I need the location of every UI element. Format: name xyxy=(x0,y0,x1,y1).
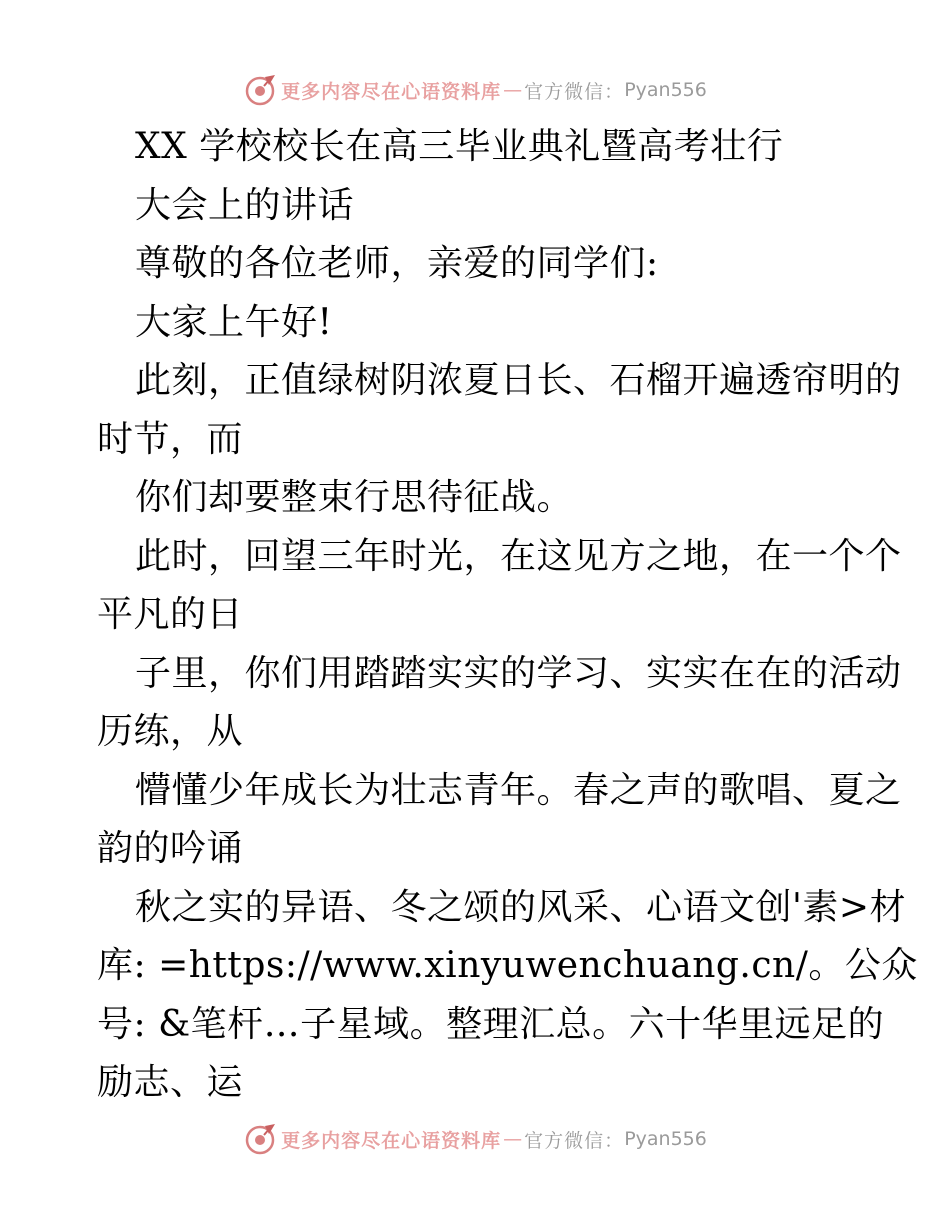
watermark-brand-text: 更多内容尽在心语资料库 xyxy=(281,80,502,103)
watermark-brand-text: 更多内容尽在心语资料库 xyxy=(281,1129,502,1152)
paragraph-line: 此刻，正值绿树阴浓夏日长、石榴开遍透帘明的 xyxy=(135,360,902,401)
watermark-contact-id: Pyan556 xyxy=(624,79,707,101)
document-title-line-2: 大会上的讲话 xyxy=(135,184,355,226)
watermark-contact-label: 官方微信： xyxy=(524,1129,625,1152)
quill-pen-logo-icon xyxy=(243,73,277,107)
paragraph-line: 号: &笔杆…子星域。整理汇总。六十华里远足的 xyxy=(97,1003,885,1045)
salutation: 尊敬的各位老师，亲爱的同学们: xyxy=(135,243,659,284)
paragraph-line: 懵懂少年成长为壮志青年。春之声的歌唱、夏之 xyxy=(135,769,902,811)
paragraph-line: 秋之实的异语、冬之颂的风采、心语文创'素>材 xyxy=(135,886,907,928)
document-title-line-1: XX 学校校长在高三毕业典礼暨高考壮行 xyxy=(135,126,784,167)
paragraph-line: 历练，从 xyxy=(97,711,244,752)
watermark-dash: — xyxy=(503,1128,523,1150)
paragraph-line: 此时，回望三年时光，在这见方之地，在一个个 xyxy=(135,535,902,577)
paragraph-line: 励志、运 xyxy=(97,1062,244,1103)
watermark-contact-label: 官方微信： xyxy=(524,80,625,103)
paragraph-line: 韵的吟诵 xyxy=(97,828,244,869)
header-watermark xyxy=(0,70,950,110)
greeting: 大家上午好! xyxy=(135,301,333,343)
paragraph-line: 子里，你们用踏踏实实的学习、实实在在的活动 xyxy=(135,652,902,694)
watermark-dash: — xyxy=(503,79,523,101)
paragraph-line-with-url: 库: =https://www.xinyuwenchuang.cn/。公众 xyxy=(97,945,918,986)
footer-watermark xyxy=(0,1119,950,1159)
paragraph-line: 平凡的日 xyxy=(97,594,244,635)
paragraph-line: 时节，而 xyxy=(97,418,244,460)
document-body xyxy=(97,118,918,1113)
quill-pen-logo-icon xyxy=(243,1122,277,1156)
paragraph-line: 你们却要整束行思待征战。 xyxy=(135,477,574,518)
watermark-contact-id: Pyan556 xyxy=(624,1128,707,1150)
